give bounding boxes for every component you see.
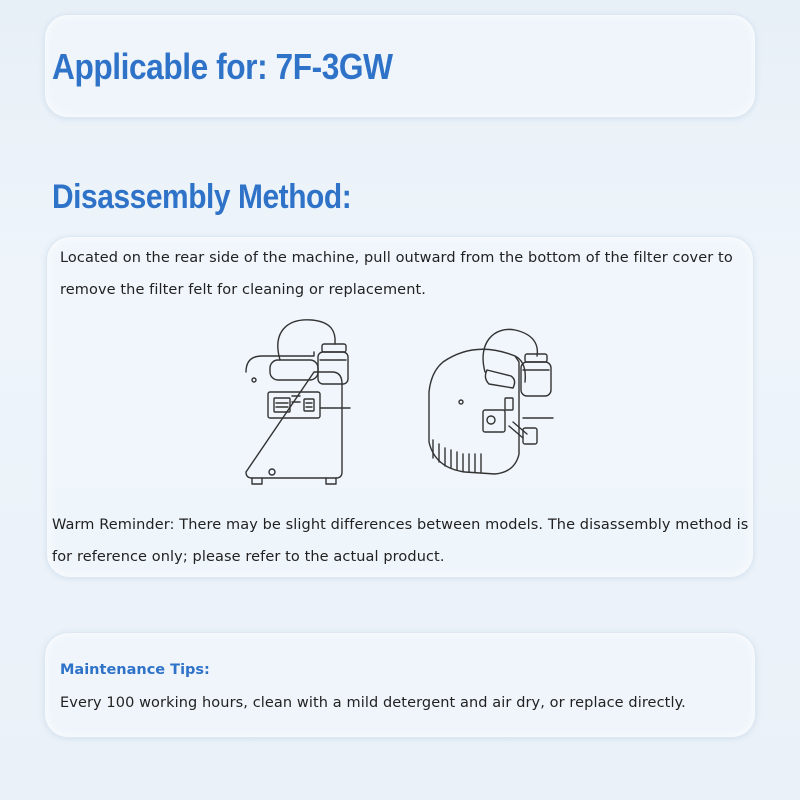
reminder-line-1: Warm Reminder: There may be slight differences between models. The disassembly method is [52,517,749,533]
applicable-model-heading: Applicable for: 7F-3GW [52,46,393,87]
maintenance-tips-card [44,632,756,738]
instruction-line-1: Located on the rear side of the machine, pull outward from the bottom of the filter cover to [60,250,733,266]
machine-rear-view-illustration [232,312,362,492]
maintenance-tips-label: Maintenance Tips: [60,662,210,678]
disassembly-method-heading: Disassembly Method: [52,178,352,216]
reminder-line-2: for reference only; please refer to the actual product. [52,549,445,565]
disassembly-instructions [60,242,750,306]
maintenance-tips-text: Every 100 working hours, clean with a mild detergent and air dry, or replace directly. [60,695,686,711]
warm-reminder-text [52,509,752,573]
machine-angled-view-illustration [415,322,565,482]
instruction-line-2: remove the filter felt for cleaning or replacement. [60,282,426,298]
